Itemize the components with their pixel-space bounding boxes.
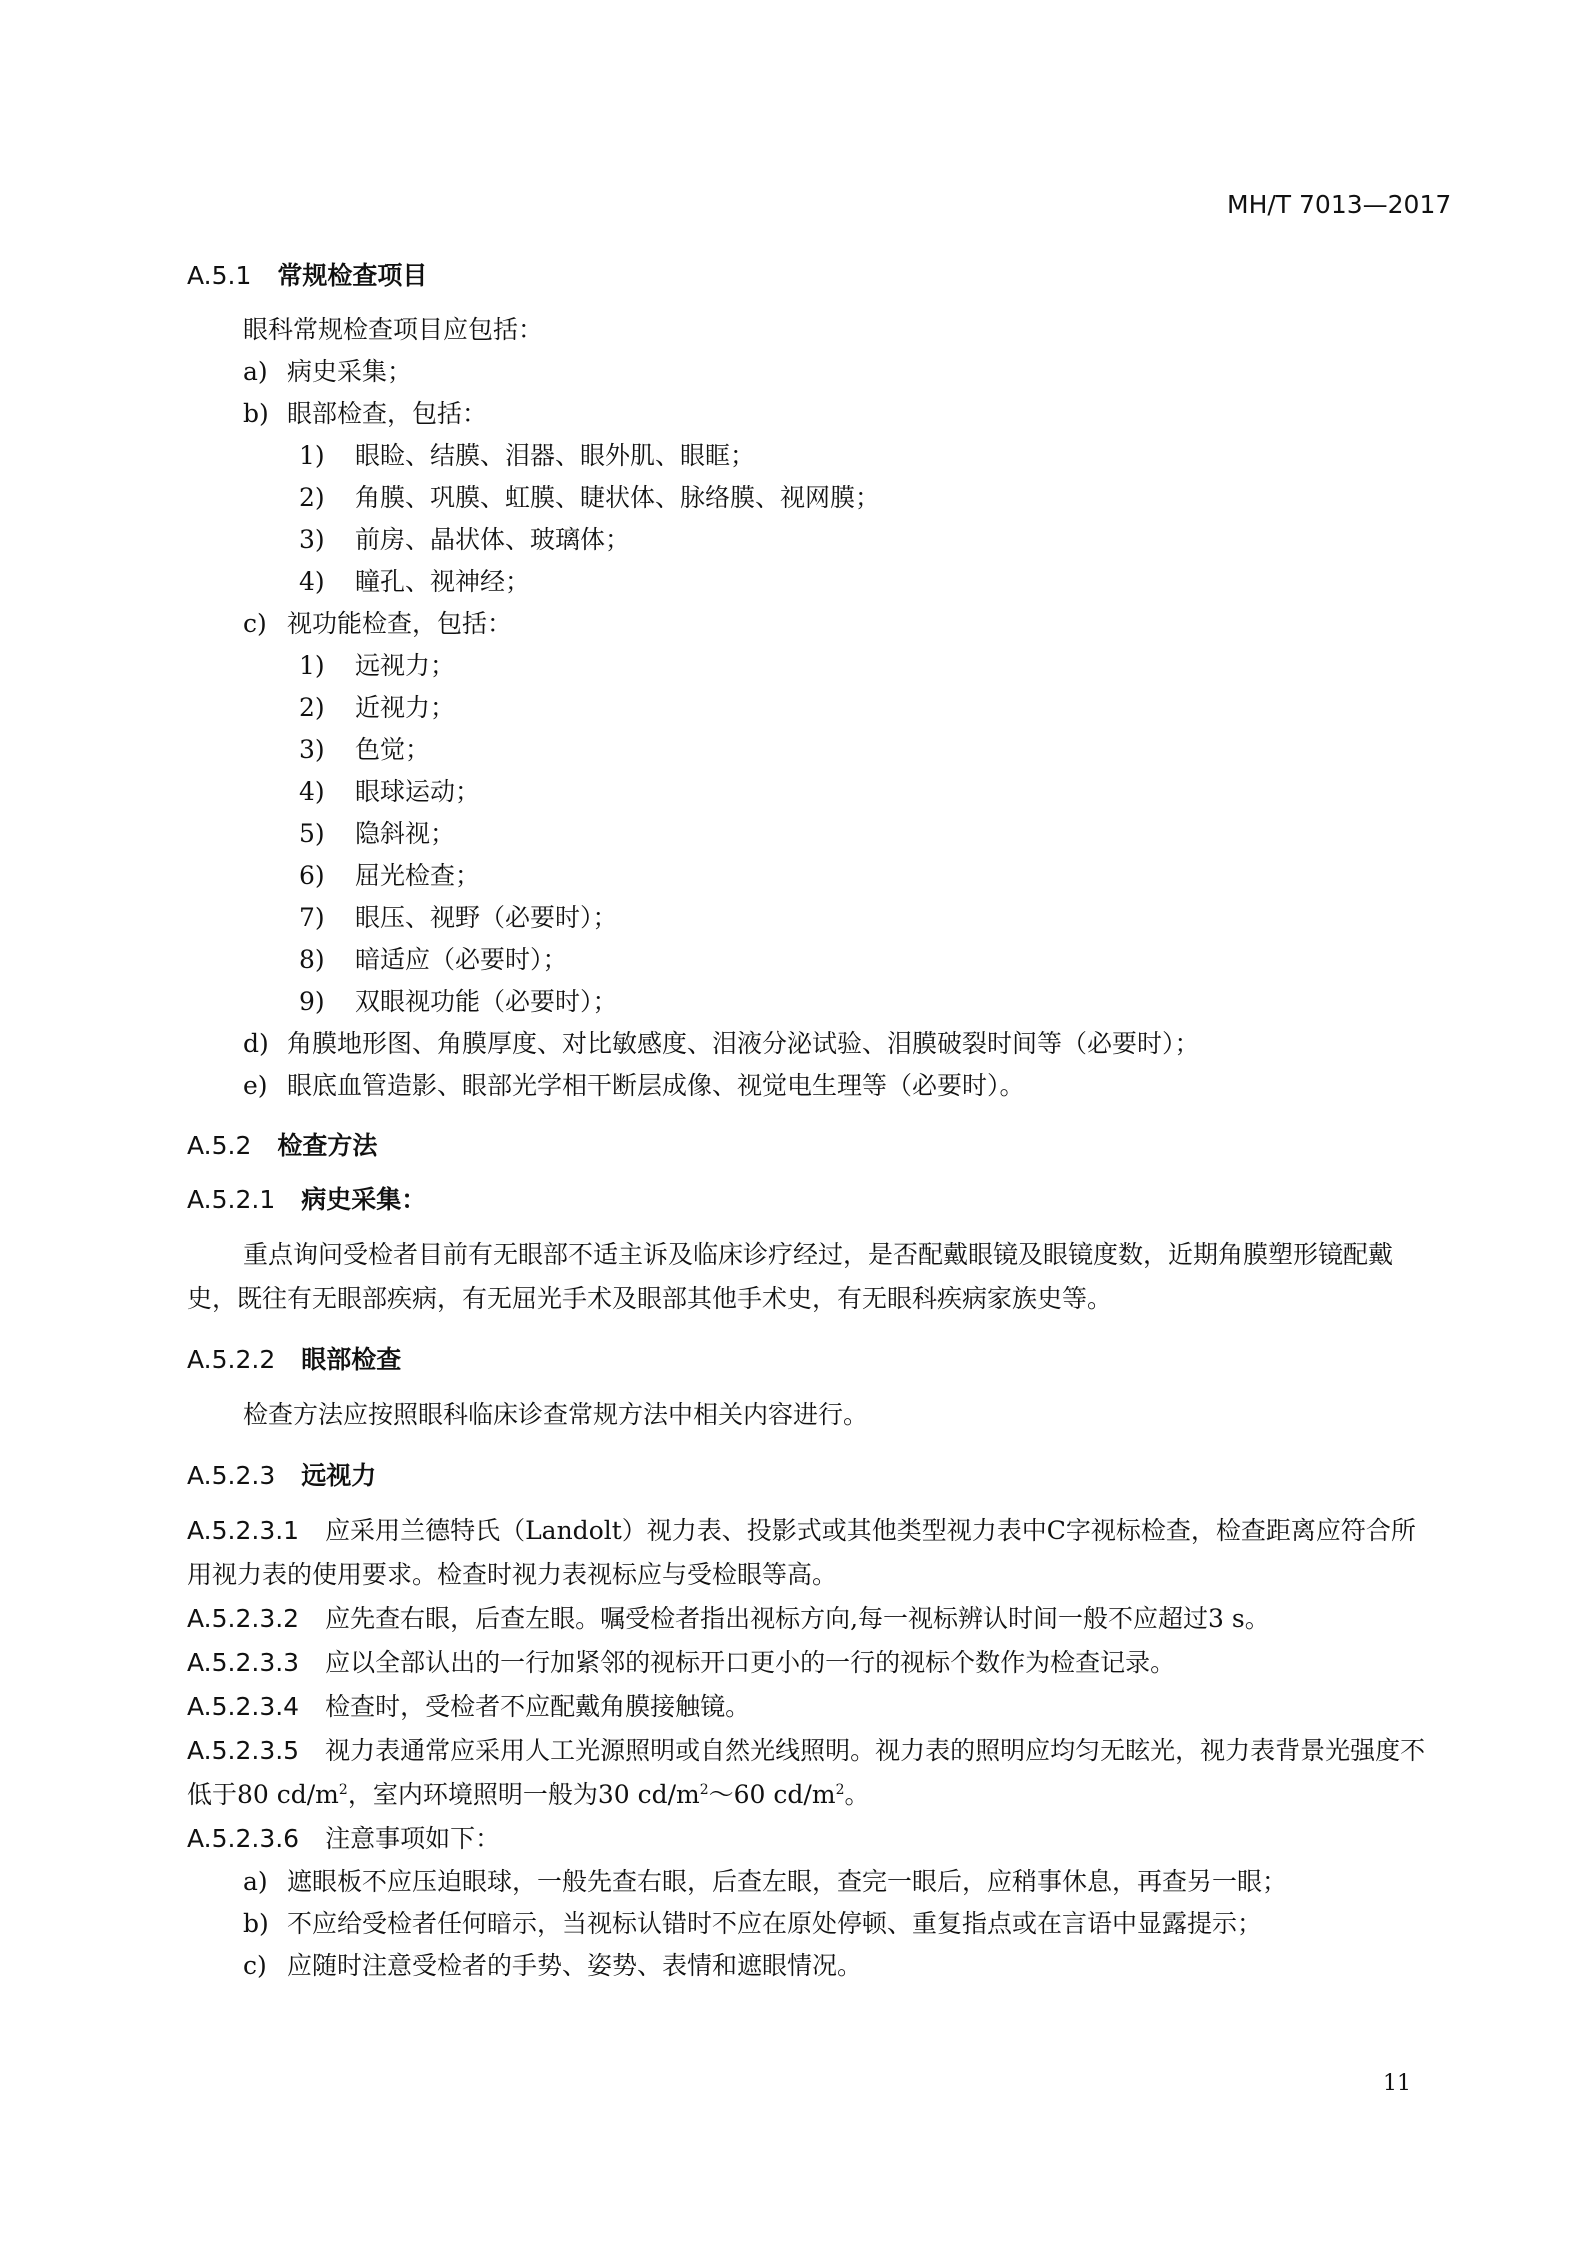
sub-list-item: 4) 眼球运动； (299, 777, 481, 806)
sub-list-item: 1) 远视力； (299, 651, 456, 680)
section-title: 远视力 (301, 1461, 377, 1490)
clause-number: A.5.2.3.2 (187, 1604, 300, 1633)
section-number: A.5.2 (187, 1131, 252, 1160)
standard-code: MH/T 7013—2017 (1227, 190, 1452, 219)
clause-text: 应以全部认出的一行加紧邻的视标开口更小的一行的视标个数作为检查记录。 (325, 1648, 1176, 1677)
paragraph: 检查方法应按照眼科临床诊查常规方法中相关内容进行。 (243, 1400, 869, 1429)
clause-a5231 (187, 1509, 1437, 1597)
document-body (187, 255, 1437, 1987)
section-number: A.5.2.1 (187, 1185, 276, 1214)
sub-list-item: 1) 眼睑、结膜、泪器、眼外肌、眼眶； (299, 441, 756, 470)
sub-list-item: 2) 近视力； (299, 693, 456, 722)
sub-list-item: 2) 角膜、巩膜、虹膜、睫状体、脉络膜、视网膜； (299, 483, 881, 512)
superscript: 2 (699, 1782, 709, 1798)
intro-text: 眼科常规检查项目应包括： (243, 315, 544, 344)
section-heading-a51 (187, 255, 1437, 297)
clause-number: A.5.2.3.4 (187, 1692, 300, 1721)
page-number: 11 (1383, 2071, 1411, 2096)
sub-list-item: 9) 双眼视功能（必要时）； (299, 987, 618, 1016)
clause-number: A.5.2.3.3 (187, 1648, 300, 1677)
superscript: 2 (338, 1782, 348, 1798)
clause-text: 应先查右眼，后查左眼。嘱受检者指出视标方向,每一视标辨认时间一般不应超过3 s。 (325, 1604, 1270, 1633)
section-heading-a52 (187, 1125, 1437, 1167)
clause-text: 应采用兰德特氏（Landolt）视力表、投影式或其他类型视力表中C字视标检查，检查距离应符合所用视力表的使用要求。检查时视力表视标应与受检眼等高。 (187, 1516, 1416, 1589)
list-item: b) 不应给受检者任何暗示，当视标认错时不应在原处停顿、重复指点或在言语中显露提示； (243, 1909, 1263, 1938)
sub-list-item: 4) 瞳孔、视神经； (299, 567, 531, 596)
sub-list-item: 8) 暗适应（必要时）； (299, 945, 568, 974)
superscript: 2 (835, 1782, 845, 1798)
clause-number: A.5.2.3.1 (187, 1516, 300, 1545)
section-title: 常规检查项目 (277, 261, 428, 290)
section-title: 眼部检查 (301, 1345, 402, 1374)
sub-list-item: 5) 隐斜视； (299, 819, 456, 848)
list-item: c) 应随时注意受检者的手势、姿势、表情和遮眼情况。 (243, 1951, 863, 1980)
list-item: c) 视功能检查，包括： (243, 609, 513, 638)
sub-list-item: 6) 屈光检查； (299, 861, 481, 890)
section-number: A.5.1 (187, 261, 252, 290)
sub-list-item: 3) 前房、晶状体、玻璃体； (299, 525, 631, 554)
clause-a5233 (187, 1641, 1437, 1685)
section-title: 病史采集： (301, 1185, 427, 1214)
paragraph: 重点询问受检者目前有无眼部不适主诉及临床诊疗经过，是否配戴眼镜及眼镜度数，近期角膜塑形镜配戴史，既往有无眼部疾病，有无屈光手术及眼部其他手术史，有无眼科疾病家族史等。 (187, 1240, 1394, 1313)
clause-number: A.5.2.3.5 (187, 1736, 300, 1765)
section-number: A.5.2.3 (187, 1461, 276, 1490)
section-heading-a523 (187, 1455, 1437, 1497)
section-heading-a522 (187, 1339, 1437, 1381)
clause-a5235: A.5.2.3.5 视力表通常应采用人工光源照明或自然光线照明。视力表的照明应均匀无眩光，视力表背景光强度不低于80 $cd/m^2$，室内环境照明一般为30 $cd/m^2\sim 60$ $cd/m^2$。 (187, 1736, 1426, 1809)
section-title: 检查方法 (277, 1131, 378, 1160)
clause-text: 注意事项如下： (325, 1824, 501, 1853)
list-item: b) 眼部检查，包括： (243, 399, 488, 428)
clause-number: A.5.2.3.6 (187, 1824, 300, 1853)
section-heading-a521 (187, 1179, 1437, 1221)
clause-text: 检查时，受检者不应配戴角膜接触镜。 (325, 1692, 751, 1721)
clause-a5232 (187, 1597, 1437, 1641)
list-item: e) 眼底血管造影、眼部光学相干断层成像、视觉电生理等（必要时）。 (243, 1071, 1025, 1100)
list-item: d) 角膜地形图、角膜厚度、对比敏感度、泪液分泌试验、泪膜破裂时间等（必要时）； (243, 1029, 1200, 1058)
sub-list-item: 3) 色觉； (299, 735, 431, 764)
list-item: a) 遮眼板不应压迫眼球，一般先查右眼，后查左眼，查完一眼后，应稍事休息，再查另一眼； (243, 1867, 1288, 1896)
clause-a5234 (187, 1685, 1437, 1729)
list-item: a) 病史采集； (243, 357, 413, 386)
clause-a5236 (187, 1817, 1437, 1861)
sub-list-item: 7) 眼压、视野（必要时）； (299, 903, 618, 932)
section-number: A.5.2.2 (187, 1345, 276, 1374)
